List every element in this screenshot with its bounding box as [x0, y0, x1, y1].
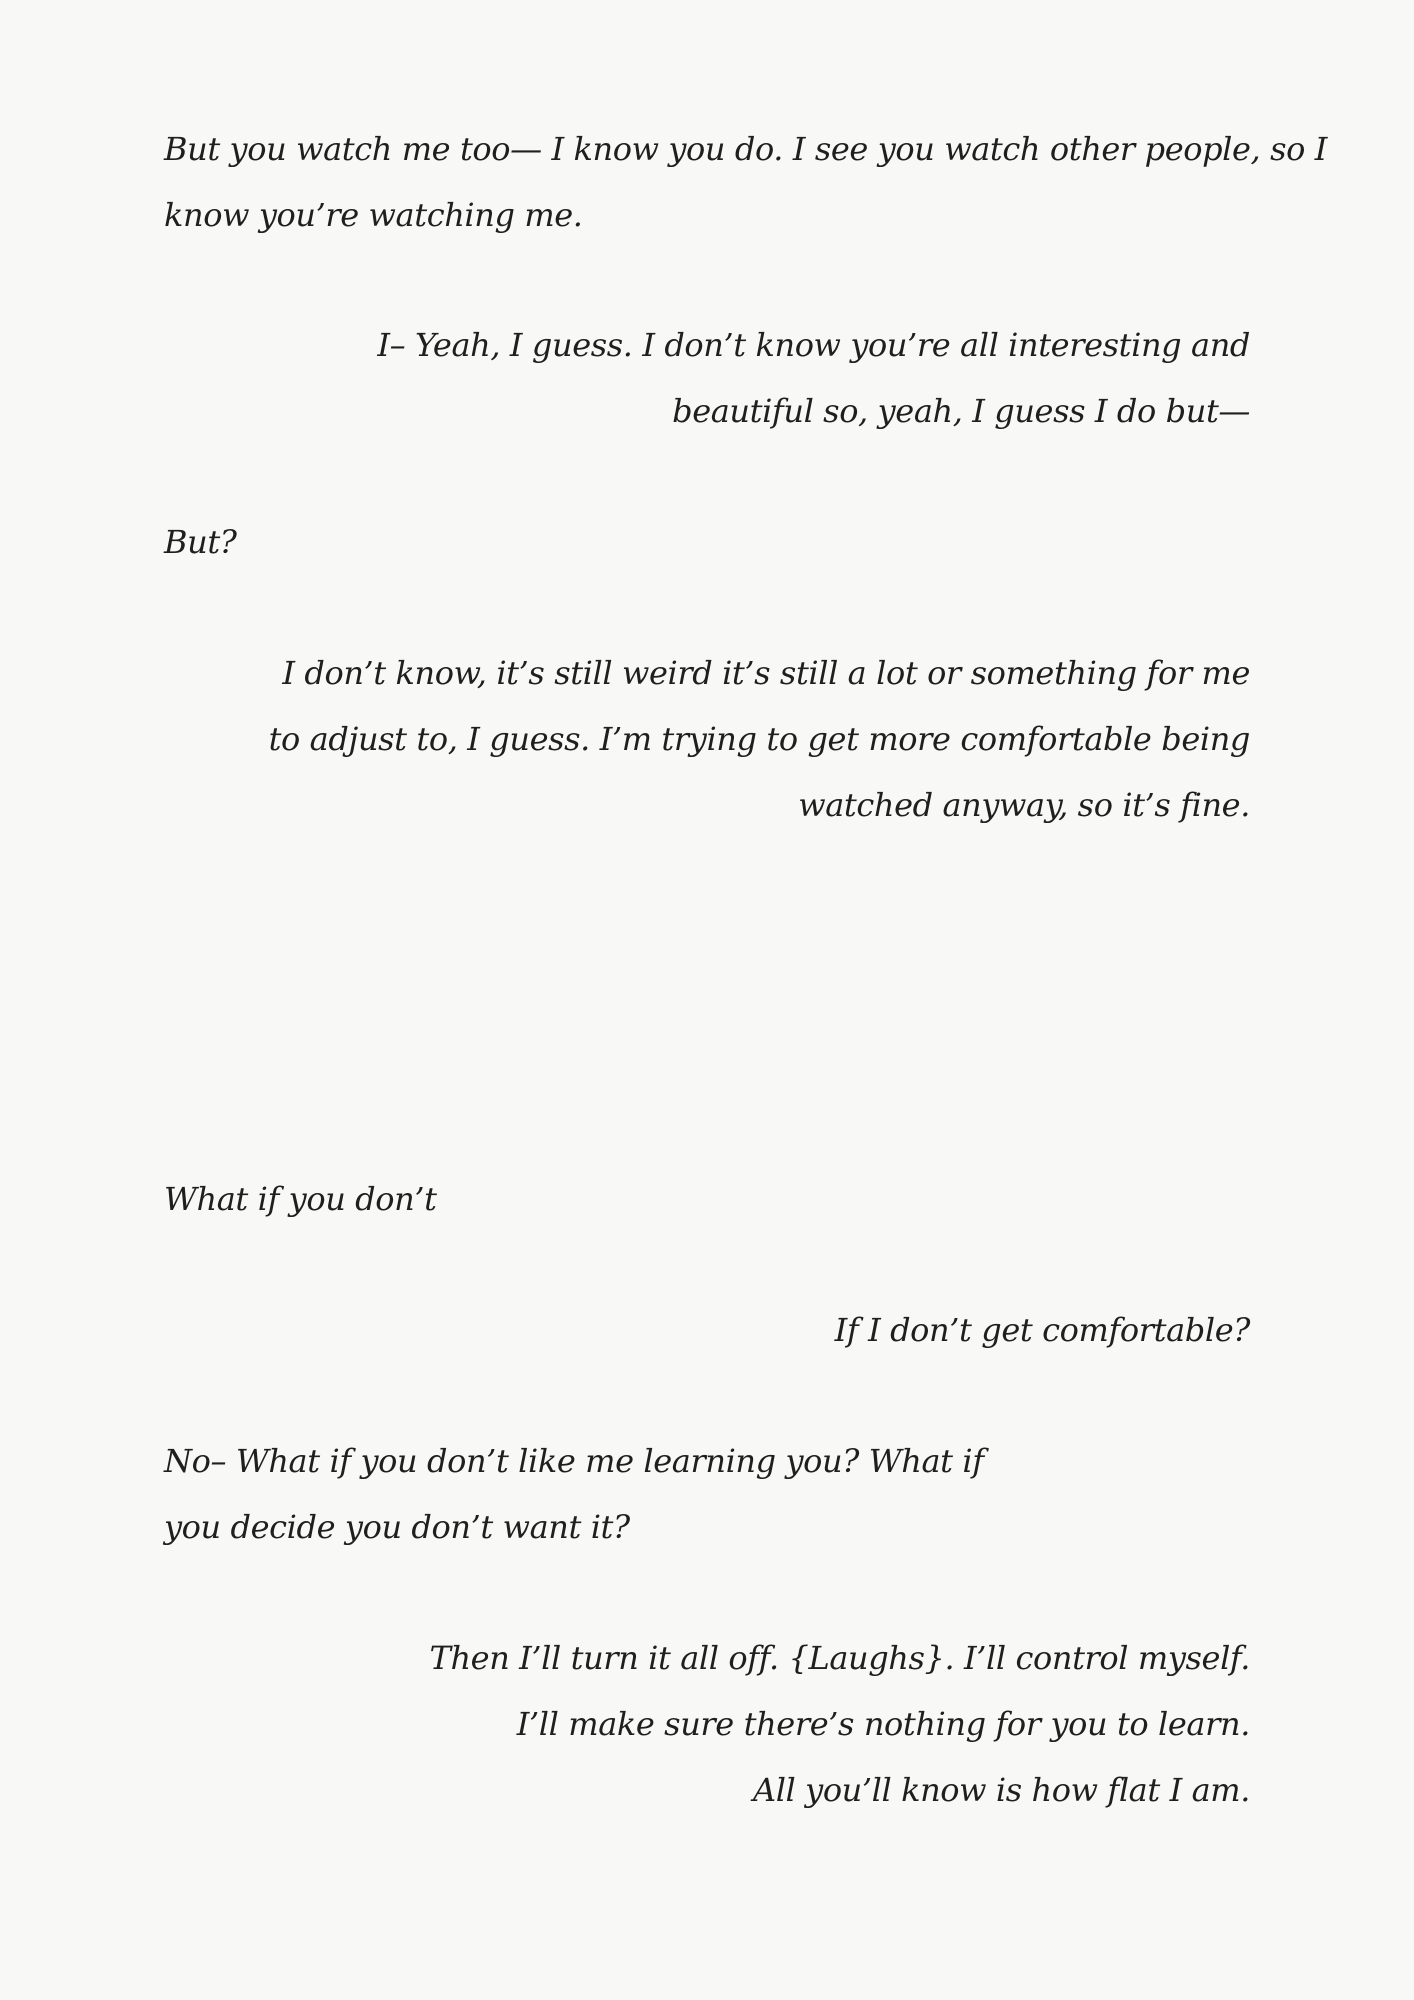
dialogue-line: But?: [164, 523, 237, 561]
dialogue-line: What if you don’t: [164, 1180, 437, 1218]
dialogue-line: to adjust to, I guess. I’m trying to get more comfortable being: [268, 720, 1250, 758]
dialogue-line: I’ll make sure there’s nothing for you to learn.: [516, 1705, 1250, 1743]
dialogue-line: beautiful so, yeah, I guess I do but—: [672, 392, 1250, 430]
dialogue-line: No– What if you don’t like me learning you? What if: [164, 1442, 984, 1480]
dialogue-line: I don’t know, it’s still weird it’s still a lot or something for me: [282, 654, 1250, 692]
dialogue-line: know you’re watching me.: [164, 196, 583, 234]
dialogue-line: I– Yeah, I guess. I don’t know you’re all interesting and: [377, 326, 1250, 364]
dialogue-line: you decide you don’t want it?: [164, 1508, 630, 1546]
dialogue-line: All you’ll know is how flat I am.: [752, 1771, 1250, 1809]
dialogue-line: watched anyway, so it’s fine.: [798, 786, 1250, 824]
dialogue-line: But you watch me too— I know you do. I see you watch other people, so I: [164, 130, 1327, 168]
dialogue-line: Then I’ll turn it all off. {Laughs}. I’ll control myself.: [429, 1639, 1250, 1677]
dialogue-line: If I don’t get comfortable?: [834, 1311, 1250, 1349]
